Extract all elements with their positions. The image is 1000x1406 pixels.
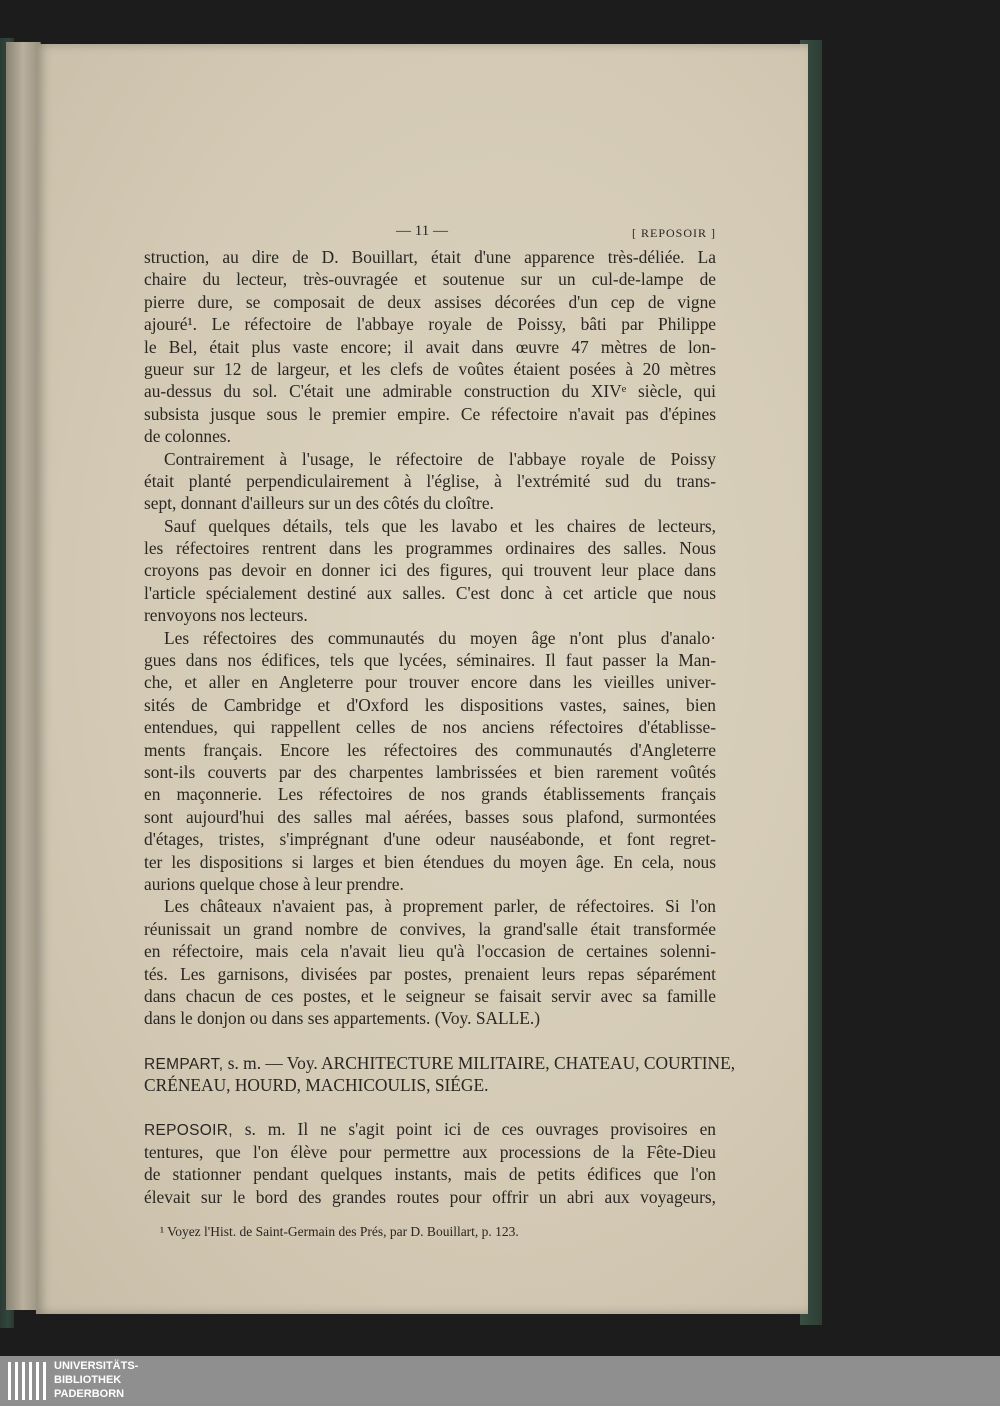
text-line: entendues, qui rappellent celles de nos anciens réfectoires d'établisse- [144, 717, 716, 738]
text-line: Les réfectoires des communautés du moyen âge n'ont plus d'analo· [164, 627, 716, 648]
text-line: gues dans nos édifices, tels que lycées, séminaires. Il faut passer la Man- [144, 650, 716, 671]
reposoir-entry-line: élevait sur le bord des grandes routes pour offrir un abri aux voyageurs, [144, 1186, 716, 1207]
text-line: ments français. Encore les réfectoires des communautés d'Angleterre [144, 739, 716, 760]
running-head [144, 214, 716, 246]
text-line: ter les dispositions si larges et bien étendues du moyen âge. En cela, nous [144, 851, 716, 872]
entry-text: s. m. Il ne s'agit point ici de ces ouvrages provisoires en [244, 1119, 716, 1140]
text-line: ajouré¹. Le réfectoire de l'abbaye royale de Poissy, bâti par Philippe [144, 314, 716, 335]
page-number: — 11 — [396, 223, 448, 239]
text-line: sités de Cambridge et d'Oxford les dispositions vastes, saines, bien [144, 694, 716, 715]
rempart-entry-line: CRÉNEAU, HOURD, MACHICOULIS, SIÉGE. [144, 1075, 489, 1096]
entry-headword: REPOSOIR, [144, 1122, 233, 1140]
text-line: d'étages, tristes, s'imprégnant d'une odeur nauséabonde, et font regret- [144, 829, 716, 850]
text-line: renvoyons nos lecteurs. [144, 605, 308, 626]
text-line: gueur sur 12 de largeur, et les clefs de voûtes étaient posées à 20 mètres [144, 358, 716, 379]
text-line: était planté perpendiculairement à l'église, à l'extrémité sud du trans- [144, 470, 716, 491]
text-line: sept, donnant d'ailleurs sur un des côtés du cloître. [144, 493, 494, 514]
text-line: dans le donjon ou dans ses appartements. (Voy. SALLE.) [144, 1008, 541, 1029]
text-line: l'article spécialement destiné aux salles. C'est donc à cet article que nous [144, 582, 716, 603]
text-line: réunissait un grand nombre de convives, la grand'salle était transformée [144, 918, 716, 939]
entry-headword: REMPART, [144, 1055, 224, 1073]
text-line: che, et aller en Angleterre pour trouver encore dans les vieilles univer- [144, 672, 716, 693]
text-line: Sauf quelques détails, tels que les lavabo et les chaires de lecteurs, [164, 515, 716, 536]
reposoir-entry-line [144, 1118, 716, 1140]
logo-line: UNIVERSITÄTS- [54, 1360, 139, 1372]
footnote: ¹ Voyez l'Hist. de Saint-Germain des Prés, par D. Bouillart, p. 123. [160, 1224, 519, 1240]
logo-line: PADERBORN [54, 1388, 125, 1400]
text-line: les réfectoires rentrent dans les programmes ordinaires des salles. Nous [144, 538, 716, 559]
text-line: en réfectoire, mais cela n'avait lieu qu'à l'occasion de certaines solenni- [144, 941, 716, 962]
text-line: Les châteaux n'avaient pas, à proprement parler, de réfectoires. Si l'on [164, 896, 716, 917]
text-line: sont-ils couverts par des charpentes lambrissées et bien rarement voûtés [144, 761, 716, 782]
text-line: sont aujourd'hui des salles mal aérées, basses sous plafond, surmontées [144, 806, 716, 827]
text-line: Contrairement à l'usage, le réfectoire de l'abbaye royale de Poissy [164, 448, 716, 469]
text-line: tés. Les garnisons, divisées par postes, prenaient leurs repas séparément [144, 963, 716, 984]
text-line: au-dessus du sol. C'était une admirable construction du XIVᵉ siècle, qui [144, 381, 716, 402]
text-line: struction, au dire de D. Bouillart, était d'une apparence très-déliée. La [144, 247, 716, 267]
text-line: aurions quelque chose à leur prendre. [144, 873, 404, 894]
text-line: en maçonnerie. Les réfectoires de nos grands établissements français [144, 784, 716, 805]
library-logo-icon [8, 1362, 46, 1400]
text-line: croyons pas devoir en donner ici des figures, qui trouvent leur place dans [144, 560, 716, 581]
logo-line: BIBLIOTHEK [54, 1374, 122, 1386]
book-page [36, 44, 808, 1314]
entry-text: s. m. — Voy. ARCHITECTURE MILITAIRE, CHATEAU, COURTINE, [227, 1052, 736, 1073]
text-line: le Bel, était plus vaste encore; il avait dans œuvre 47 mètres de lon- [144, 336, 716, 357]
text-line: chaire du lecteur, très-ouvragée et soutenue sur un cul-de-lampe de [144, 269, 716, 290]
reposoir-entry-line: tentures, que l'on élève pour permettre aux processions de la Fête-Dieu [144, 1141, 716, 1162]
text-block [144, 214, 736, 1242]
text-line: de colonnes. [144, 426, 231, 447]
running-head-title: [ REPOSOIR ] [631, 226, 716, 240]
text-line: pierre dure, se composait de deux assises décorées d'un cep de vigne [144, 291, 716, 312]
library-logo-text [54, 1359, 138, 1401]
reposoir-entry-line: de stationner pendant quelques instants, mais de petits édifices que l'on [144, 1164, 716, 1185]
text-line: subsista jusque sous le premier empire. Ce réfectoire n'avait pas d'épines [144, 403, 716, 424]
library-footer [0, 1356, 1000, 1406]
text-line: dans chacun de ces postes, et le seigneur se faisait servir avec sa famille [144, 985, 716, 1006]
rempart-entry-line [144, 1052, 736, 1074]
